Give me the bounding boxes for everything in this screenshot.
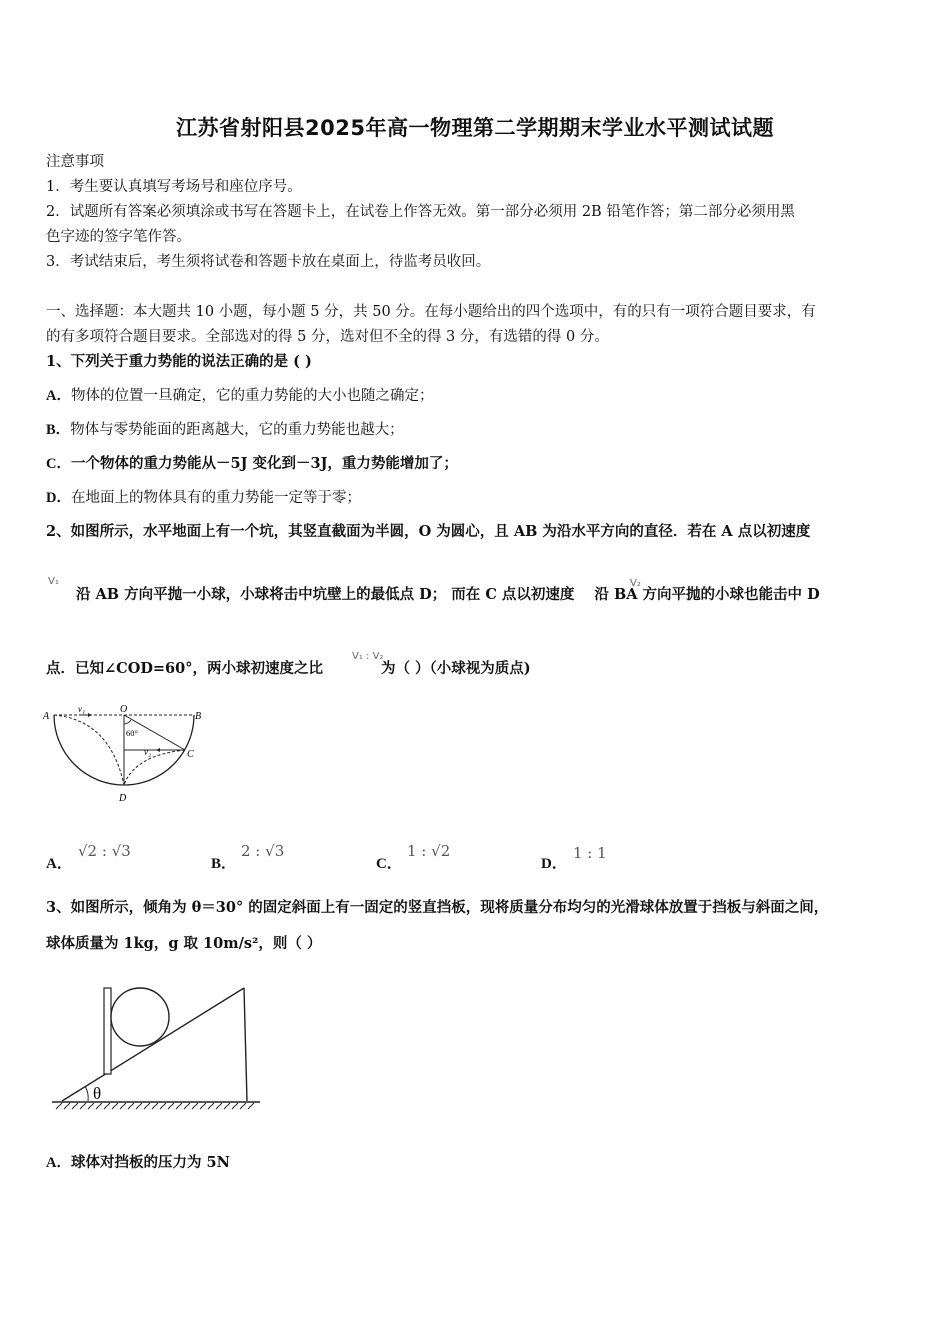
q2-choice-a-letter: A．	[46, 856, 72, 872]
q2-choice-d-value: 1 : 1	[573, 844, 607, 862]
q2-figure-semicircle	[40, 700, 220, 810]
incline-back	[244, 988, 247, 1101]
option-text: 物体与零势能面的距离越大，它的重力势能也越大；	[70, 422, 404, 438]
angle-arc	[124, 720, 131, 724]
notice-item: 1．考生要认真填写考场号和座位序号。	[46, 179, 302, 195]
vertical-baffle	[104, 988, 111, 1074]
option-letter: B．	[46, 422, 71, 438]
notice-item: 色字迹的签字笔作答。	[46, 229, 191, 245]
q2-choice-c-value: 1 : √2	[407, 842, 451, 860]
q2-choice-b-letter: B．	[211, 856, 237, 872]
notice-item: 2．试题所有答案必须填涂或书写在答题卡上，在试卷上作答无效。第一部分必须用 2B 铅笔作答；第二部分必须用黑	[46, 204, 795, 220]
option-text: 物体的位置一旦确定，它的重力势能的大小也随之确定；	[70, 388, 434, 404]
q2-stem-part: 沿 BA 方向平抛的小球也能击中 D	[594, 586, 820, 603]
notice-item: 3．考试结束后，考生须将试卷和答题卡放在桌面上，待监考员收回。	[46, 254, 491, 270]
label-a: A	[43, 711, 50, 722]
label-v2: v₂	[144, 747, 152, 757]
q3-stem-line: 球体质量为 1kg，g 取 10m/s²，则（ ）	[46, 935, 322, 952]
theta-label: θ	[93, 1084, 102, 1103]
label-angle: 60°	[126, 728, 138, 738]
ball	[111, 988, 169, 1046]
label-c: C	[187, 749, 194, 760]
label-b: B	[195, 711, 202, 722]
q2-choice-c-letter: C．	[376, 856, 402, 872]
label-v1: v₁	[78, 704, 86, 714]
q3-option-a	[46, 1153, 230, 1173]
option-letter: A．	[46, 1155, 71, 1171]
ground-hatching	[56, 1103, 254, 1109]
option-text: 球体对挡板的压力为 5N	[70, 1154, 230, 1171]
label-d: D	[119, 793, 127, 804]
trajectory-a	[54, 715, 124, 785]
q2-stem-part: 为（ ）（小球视为质点)	[380, 660, 531, 677]
q2-stem-part: 点．已知∠COD=60°，两小球初速度之比	[46, 660, 323, 677]
q2-stem-part: 沿 AB 方向平抛一小球，小球将击中坑壁上的最低点 D； 而在 C 点以初速度	[76, 586, 575, 603]
v1-symbol: V₁	[48, 576, 59, 587]
q3-figure-incline	[48, 980, 268, 1120]
option-letter: C．	[46, 456, 71, 472]
option-text: 在地面上的物体具有的重力势能一定等于零；	[70, 490, 361, 506]
option-letter: D．	[46, 490, 71, 506]
section-intro-line: 的有多项符合题目要求。全部选对的得 5 分，选对但不全的得 3 分，有选错的得 0 分。	[46, 329, 609, 345]
v2-arrowhead	[156, 748, 160, 752]
option-letter: A．	[46, 388, 71, 404]
v1-arrowhead	[88, 713, 92, 717]
velocity-ratio: V₁ : V₂	[352, 651, 384, 662]
page-title: 江苏省射阳县2025年高一物理第二学期期末学业水平测试试题	[176, 116, 774, 140]
q1-stem: 1、下列关于重力势能的说法正确的是 ( )	[46, 353, 312, 370]
section-intro-line: 一、选择题：本大题共 10 小题，每小题 5 分，共 50 分。在每小题给出的四个选项中，有的只有一项符合题目要求，有	[46, 304, 816, 320]
q1-option-d	[46, 488, 361, 508]
q2-stem-line: 2、如图所示，水平地面上有一个坑，其竖直截面为半圆，O 为圆心，且 AB 为沿水平方向的直径．若在 A 点以初速度	[46, 523, 811, 540]
label-o: O	[120, 704, 128, 715]
trajectory-c	[124, 750, 185, 785]
theta-arc	[85, 1086, 88, 1101]
v2-symbol: V₂	[630, 578, 641, 589]
q2-choice-a-value: √2 : √3	[78, 842, 131, 860]
option-text: 一个物体的重力势能从－5J 变化到－3J，重力势能增加了；	[70, 455, 458, 472]
q2-choice-b-value: 2 : √3	[241, 842, 285, 860]
q2-stem-line	[76, 585, 820, 605]
q1-option-c	[46, 454, 458, 474]
q2-choice-d-letter: D．	[541, 856, 567, 872]
q2-stem-line	[46, 659, 531, 679]
q1-option-a	[46, 386, 433, 406]
notice-heading: 注意事项	[46, 154, 104, 170]
q1-option-b	[46, 420, 404, 440]
q3-stem-line: 3、如图所示，倾角为 θ＝30° 的固定斜面上有一固定的竖直挡板，现将质量分布均匀的光滑球体放置于挡板与斜面之间，	[46, 899, 829, 916]
